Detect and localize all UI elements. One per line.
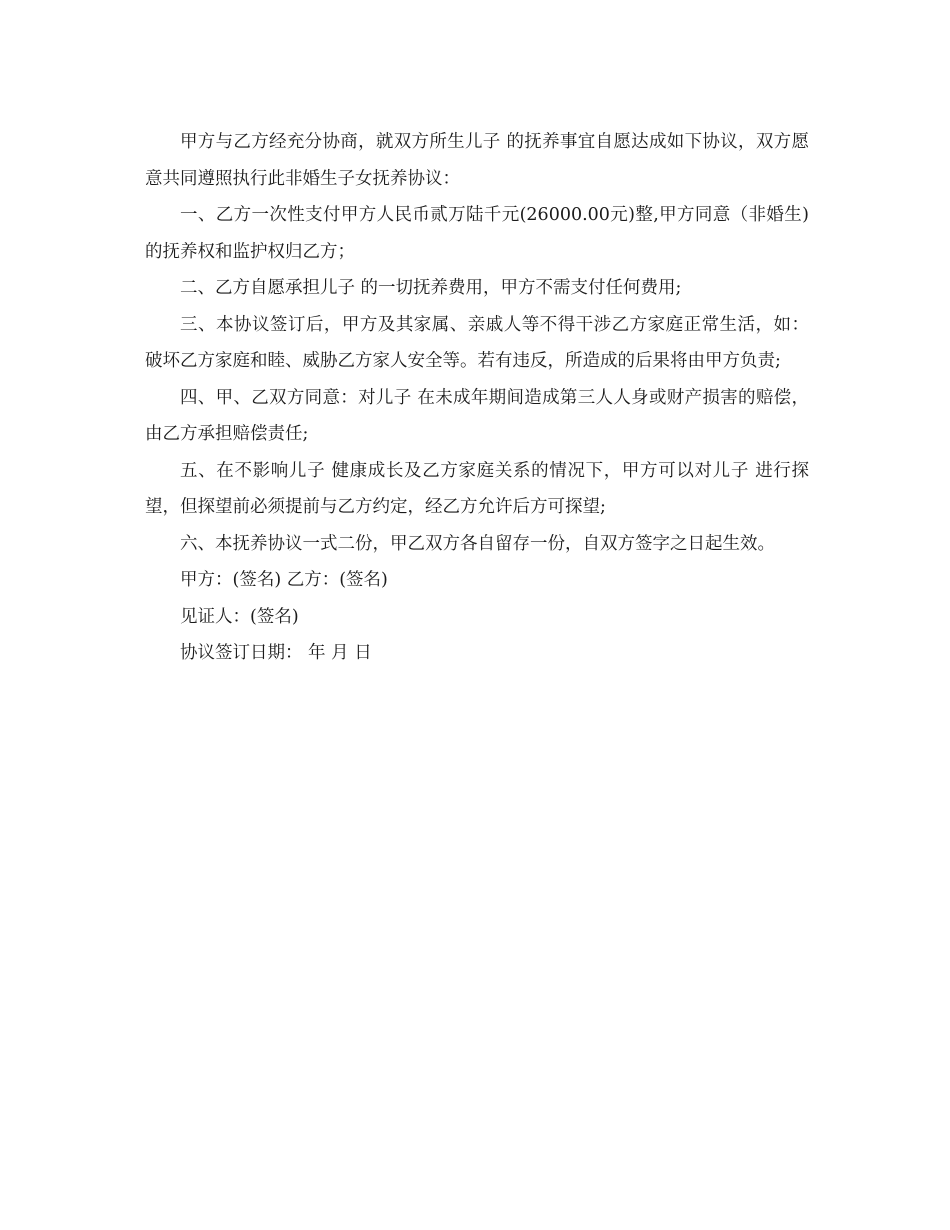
agreement-body [145,124,809,672]
paragraph-clause-6: 六、本抚养协议一式二份，甲乙双方各自留存一份，自双方签字之日起生效。 [180,533,775,554]
signature-date: 协议签订日期： 年 月 日 [180,643,372,663]
signature-parties: 甲方：(签名) 乙方：(签名) [180,570,388,590]
paragraph-clause-3: 三、本协议签订后，甲方及其家属、亲戚人等不得干涉乙方家庭正常生活，如：破坏乙方家庭和睦、威胁乙方家人安全等。若有违反，所造成的后果将由甲方负责; [145,314,809,371]
paragraph-clause-5: 五、在不影响儿子 健康成长及乙方家庭关系的情况下，甲方可以对儿子 进行探望，但探望前必须提前与乙方约定，经乙方允许后方可探望; [145,460,809,517]
paragraph-intro: 甲方与乙方经充分协商，就双方所生儿子 的抚养事宜自愿达成如下协议，双方愿意共同遵照执行此非婚生子女抚养协议： [145,132,809,189]
paragraph-clause-1: 一、乙方一次性支付甲方人民币贰万陆千元(26000.00元)整,甲方同意（非婚生)的抚养权和监护权归乙方； [145,205,809,262]
paragraph-clause-4: 四、甲、乙双方同意：对儿子 在未成年期间造成第三人人身或财产损害的赔偿，由乙方承担赔偿责任; [145,387,809,444]
signature-witness: 见证人：(签名) [180,606,299,627]
paragraph-clause-2: 二、乙方自愿承担儿子 的一切抚养费用，甲方不需支付任何费用; [180,278,682,298]
